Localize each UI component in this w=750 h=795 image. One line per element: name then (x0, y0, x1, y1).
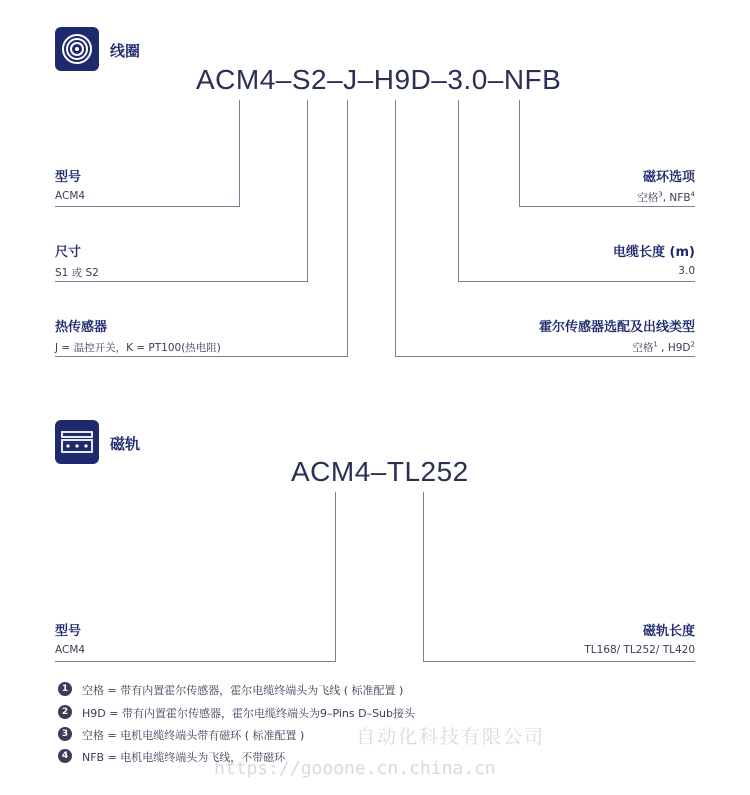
connector-line (395, 100, 396, 356)
footnote-number: 2 (58, 705, 72, 719)
watermark-company: 自动化科技有限公司 (356, 726, 546, 748)
track-length-value: TL168/ TL252/ TL420 (584, 644, 695, 656)
size-label: 尺寸 (55, 245, 82, 260)
footnote-number: 4 (58, 749, 72, 763)
size-value: S1 或 S2 (55, 267, 99, 279)
connector-line (423, 661, 695, 662)
footnote-text: NFB = 电机电缆终端头为飞线，不带磁环 (82, 751, 286, 764)
cable-length-value: 3.0 (678, 265, 695, 277)
track-length-label: 磁轨长度 (642, 624, 695, 639)
footnote-text: H9D = 带有内置霍尔传感器，霍尔电缆终端头为9–Pins D–Sub接头 (82, 707, 416, 720)
footnote-text: 空格 = 电机电缆终端头带有磁环 ( 标准配置 ) (82, 729, 305, 742)
coil-section-title: 线圈 (110, 42, 141, 60)
footnote-number: 3 (58, 727, 72, 741)
thermal-sensor-label: 热传感器 (55, 320, 108, 335)
cable-length-label: 电缆长度 (m) (613, 245, 695, 260)
connector-line (347, 100, 348, 356)
track-model-value: ACM4 (55, 644, 86, 656)
track-model-label: 型号 (55, 624, 82, 639)
connector-line (519, 100, 520, 206)
connector-line (307, 100, 308, 281)
connector-line (395, 356, 695, 357)
connector-line (458, 100, 459, 281)
coil-model-code: ACM4–S2–J–H9D–3.0–NFB (196, 64, 562, 95)
connector-line (335, 492, 336, 661)
thermal-sensor-value: J = 温控开关，K = PT100(热电阻) (55, 342, 221, 354)
connector-line (423, 492, 424, 661)
watermark-url: https://gooone.cn.china.cn (214, 758, 496, 779)
track-section-title: 磁轨 (110, 435, 141, 453)
model-label: 型号 (55, 170, 82, 185)
connector-line (239, 100, 240, 206)
footnote-number: 1 (58, 682, 72, 696)
connector-line (55, 206, 240, 207)
footnote-text: 空格 = 带有内置霍尔传感器，霍尔电缆终端头为飞线 ( 标准配置 ) (82, 684, 404, 697)
magnetic-ring-option-value: 空格$^3$, NFB$^4$ (637, 190, 695, 204)
connector-line (55, 281, 308, 282)
connector-line (55, 356, 348, 357)
track-model-code: ACM4–TL252 (291, 456, 469, 487)
coil-icon (55, 27, 99, 71)
connector-line (458, 281, 695, 282)
connector-line (55, 661, 336, 662)
hall-sensor-label: 霍尔传感器选配及出线类型 (538, 320, 695, 335)
connector-line (519, 206, 695, 207)
model-value: ACM4 (55, 190, 86, 202)
magnetic-ring-option-label: 磁环选项 (642, 170, 695, 185)
hall-sensor-value: 空格$^1$ , $H9D^2$ (632, 340, 695, 354)
magnetic-track-icon (55, 420, 99, 464)
